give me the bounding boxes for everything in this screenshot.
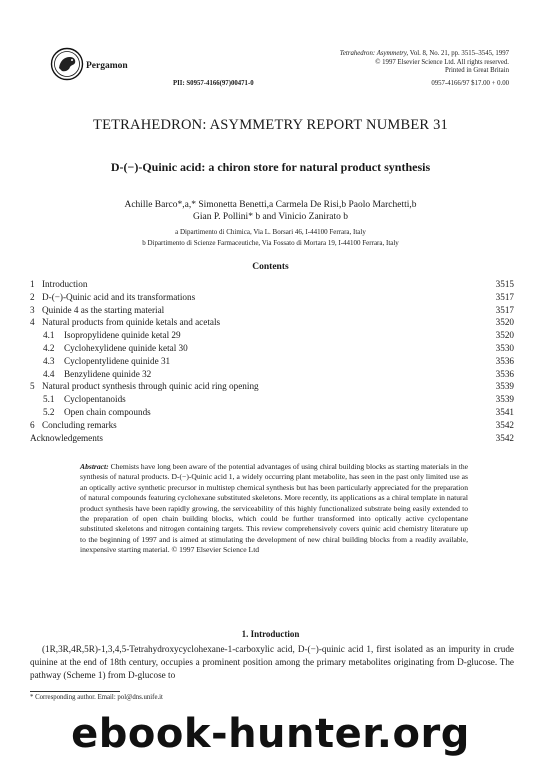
toc-entry-page: 3542	[495, 419, 514, 430]
footnote-divider	[30, 691, 120, 692]
toc-entry-page: 3541	[495, 406, 514, 417]
toc-entry-label: Natural product synthesis through quinic acid ring opening	[42, 381, 259, 392]
toc-entry-page: 3539	[495, 394, 514, 405]
toc-entry-label: Acknowledgements	[30, 432, 103, 443]
toc-entry-number: 5.2	[43, 406, 55, 417]
report-title: TETRAHEDRON: ASYMMETRY REPORT NUMBER 31	[93, 117, 448, 133]
toc-entry-number: 2	[30, 291, 35, 302]
toc-entry-number: 4	[30, 317, 35, 328]
pii-identifier: PII: S0957-4166(97)00471-0	[173, 80, 254, 87]
contents-heading: Contents	[252, 262, 289, 272]
toc-entry-number: 4.3	[43, 355, 55, 366]
toc-entry	[30, 342, 514, 355]
toc-entry	[30, 316, 514, 329]
copyright-line: © 1997 Elsevier Science Ltd. All rights reserved.	[375, 58, 509, 66]
introduction-text: (1R,3R,4R,5R)-1,3,4,5-Tetrahydroxycyclohexane-1-carboxylic acid, D-(−)-quinic acid 1, first isolated as an impurity in crude quinine at the end of 18th century, occupies a prominent position among the primary metabolites originating from D-glucose. The pathway (Scheme 1) from D-glucose to	[30, 644, 514, 680]
toc-entry-page: 3539	[495, 381, 514, 392]
authors-line-2: Gian P. Pollini* b and Vinicio Zanirato b	[193, 212, 348, 222]
authors-line-1: Achille Barco*,a,* Simonetta Benetti,a Carmela De Risi,b Paolo Marchetti,b	[124, 200, 417, 210]
journal-citation: Tetrahedron: Asymmetry, Vol. 8, No. 21, pp. 3515–3545, 1997	[339, 50, 509, 57]
affiliations	[40, 227, 501, 249]
toc-entry-label: Open chain compounds	[64, 406, 151, 417]
affiliation-b: b Dipartimento di Scienze Farmaceutiche, Via Fossato di Mortara 19, I-44100 Ferrara, Italy	[142, 239, 399, 247]
toc-entry	[30, 406, 514, 419]
toc-entry-label: Cyclohexylidene quinide ketal 30	[64, 342, 188, 353]
toc-entry-label: D-(−)-Quinic acid and its transformations	[42, 291, 196, 302]
toc-entry	[30, 278, 514, 291]
toc-entry-number: 5	[30, 381, 35, 392]
paper-title: D-(−)-Quinic acid: a chiron store for natural product synthesis	[110, 160, 431, 174]
abstract	[80, 462, 468, 556]
toc-entry-label: Natural products from quinide ketals and acetals	[42, 317, 221, 328]
toc-entry-label: Cyclopentanoids	[64, 394, 126, 405]
publisher-name: Pergamon	[86, 61, 128, 71]
toc-entry	[30, 291, 514, 304]
toc-entry-number: 4.2	[43, 342, 55, 353]
introduction-heading: 1. Introduction	[241, 629, 300, 639]
toc-entry-number: 4.1	[43, 330, 55, 341]
toc-entry-label: Quinide 4 as the starting material	[42, 304, 165, 315]
toc-entry	[30, 393, 514, 406]
issn-price: 0957-4166/97 $17.00 + 0.00	[431, 80, 509, 87]
toc-entry-page: 3536	[495, 355, 514, 366]
toc-entry-number: 5.1	[43, 394, 55, 405]
toc-entry	[30, 355, 514, 368]
table-of-contents	[30, 278, 514, 444]
toc-entry	[30, 419, 514, 432]
toc-entry-page: 3520	[495, 330, 514, 341]
toc-entry-label: Introduction	[42, 279, 88, 289]
toc-entry-number: 1	[30, 279, 35, 289]
toc-entry	[30, 368, 514, 381]
toc-entry	[30, 304, 514, 317]
toc-entry	[30, 432, 514, 445]
abstract-text: Chemists have long been aware of the potential advantages of using chiral building blocks as starting materials in the synthesis of natural products. D-(−)-Quinic acid 1, a widely occurring plant metabolite, has seen in the past only limited use as an optically active synthetic precursor in multistep chemical synthesis but has been particularly appreciated for the preparation of natural compounds featuring cyclohexane substituted skeletons. More recently, its applications as a chiral template in natural product synthesis have been rapidly growing, the serviceability of this highly functionalized substrate being easily extended to the preparation of open chain building blocks, which could be further transformed into optically active cyclopentane substituted skeletons and nitrogen containing targets. This review comprehensively covers quinic acid chemistry literature up to the beginning of 1997 and is aimed at stimulating the development of new chiral building blocks from a readily available, inexpensive starting material. © 1997 Elsevier Science Ltd	[80, 462, 468, 555]
toc-entry-page: 3515	[495, 279, 514, 289]
toc-entry-label: Concluding remarks	[42, 419, 117, 430]
footnote: * Corresponding author. Email: pol@dns.unife.it	[30, 694, 163, 701]
toc-entry-label: Benzylidene quinide 32	[64, 368, 152, 379]
toc-entry-page: 3517	[495, 304, 514, 315]
printed-line: Printed in Great Britain	[445, 67, 509, 75]
watermark: ebook-hunter.org	[71, 711, 470, 757]
author-list	[60, 199, 481, 223]
toc-entry-page: 3517	[495, 291, 514, 302]
pergamon-logo-icon	[50, 47, 84, 81]
toc-entry-label: Isopropylidene quinide ketal 29	[64, 330, 181, 341]
toc-entry-page: 3542	[495, 432, 514, 443]
toc-entry-page: 3530	[495, 342, 514, 353]
toc-entry	[30, 380, 514, 393]
toc-entry-label: Cyclopentylidene quinide 31	[64, 355, 171, 366]
toc-entry-number: 3	[30, 304, 35, 315]
toc-entry-page: 3536	[495, 368, 514, 379]
journal-reference	[279, 50, 509, 76]
toc-entry-number: 6	[30, 419, 35, 430]
toc-entry	[30, 329, 514, 342]
abstract-lead: Abstract:	[80, 462, 109, 471]
toc-entry-page: 3520	[495, 317, 514, 328]
affiliation-a: a Dipartimento di Chimica, Via L. Borsari 46, I-44100 Ferrara, Italy	[175, 228, 366, 236]
toc-entry-number: 4.4	[43, 368, 55, 379]
publisher-logo	[50, 47, 84, 81]
